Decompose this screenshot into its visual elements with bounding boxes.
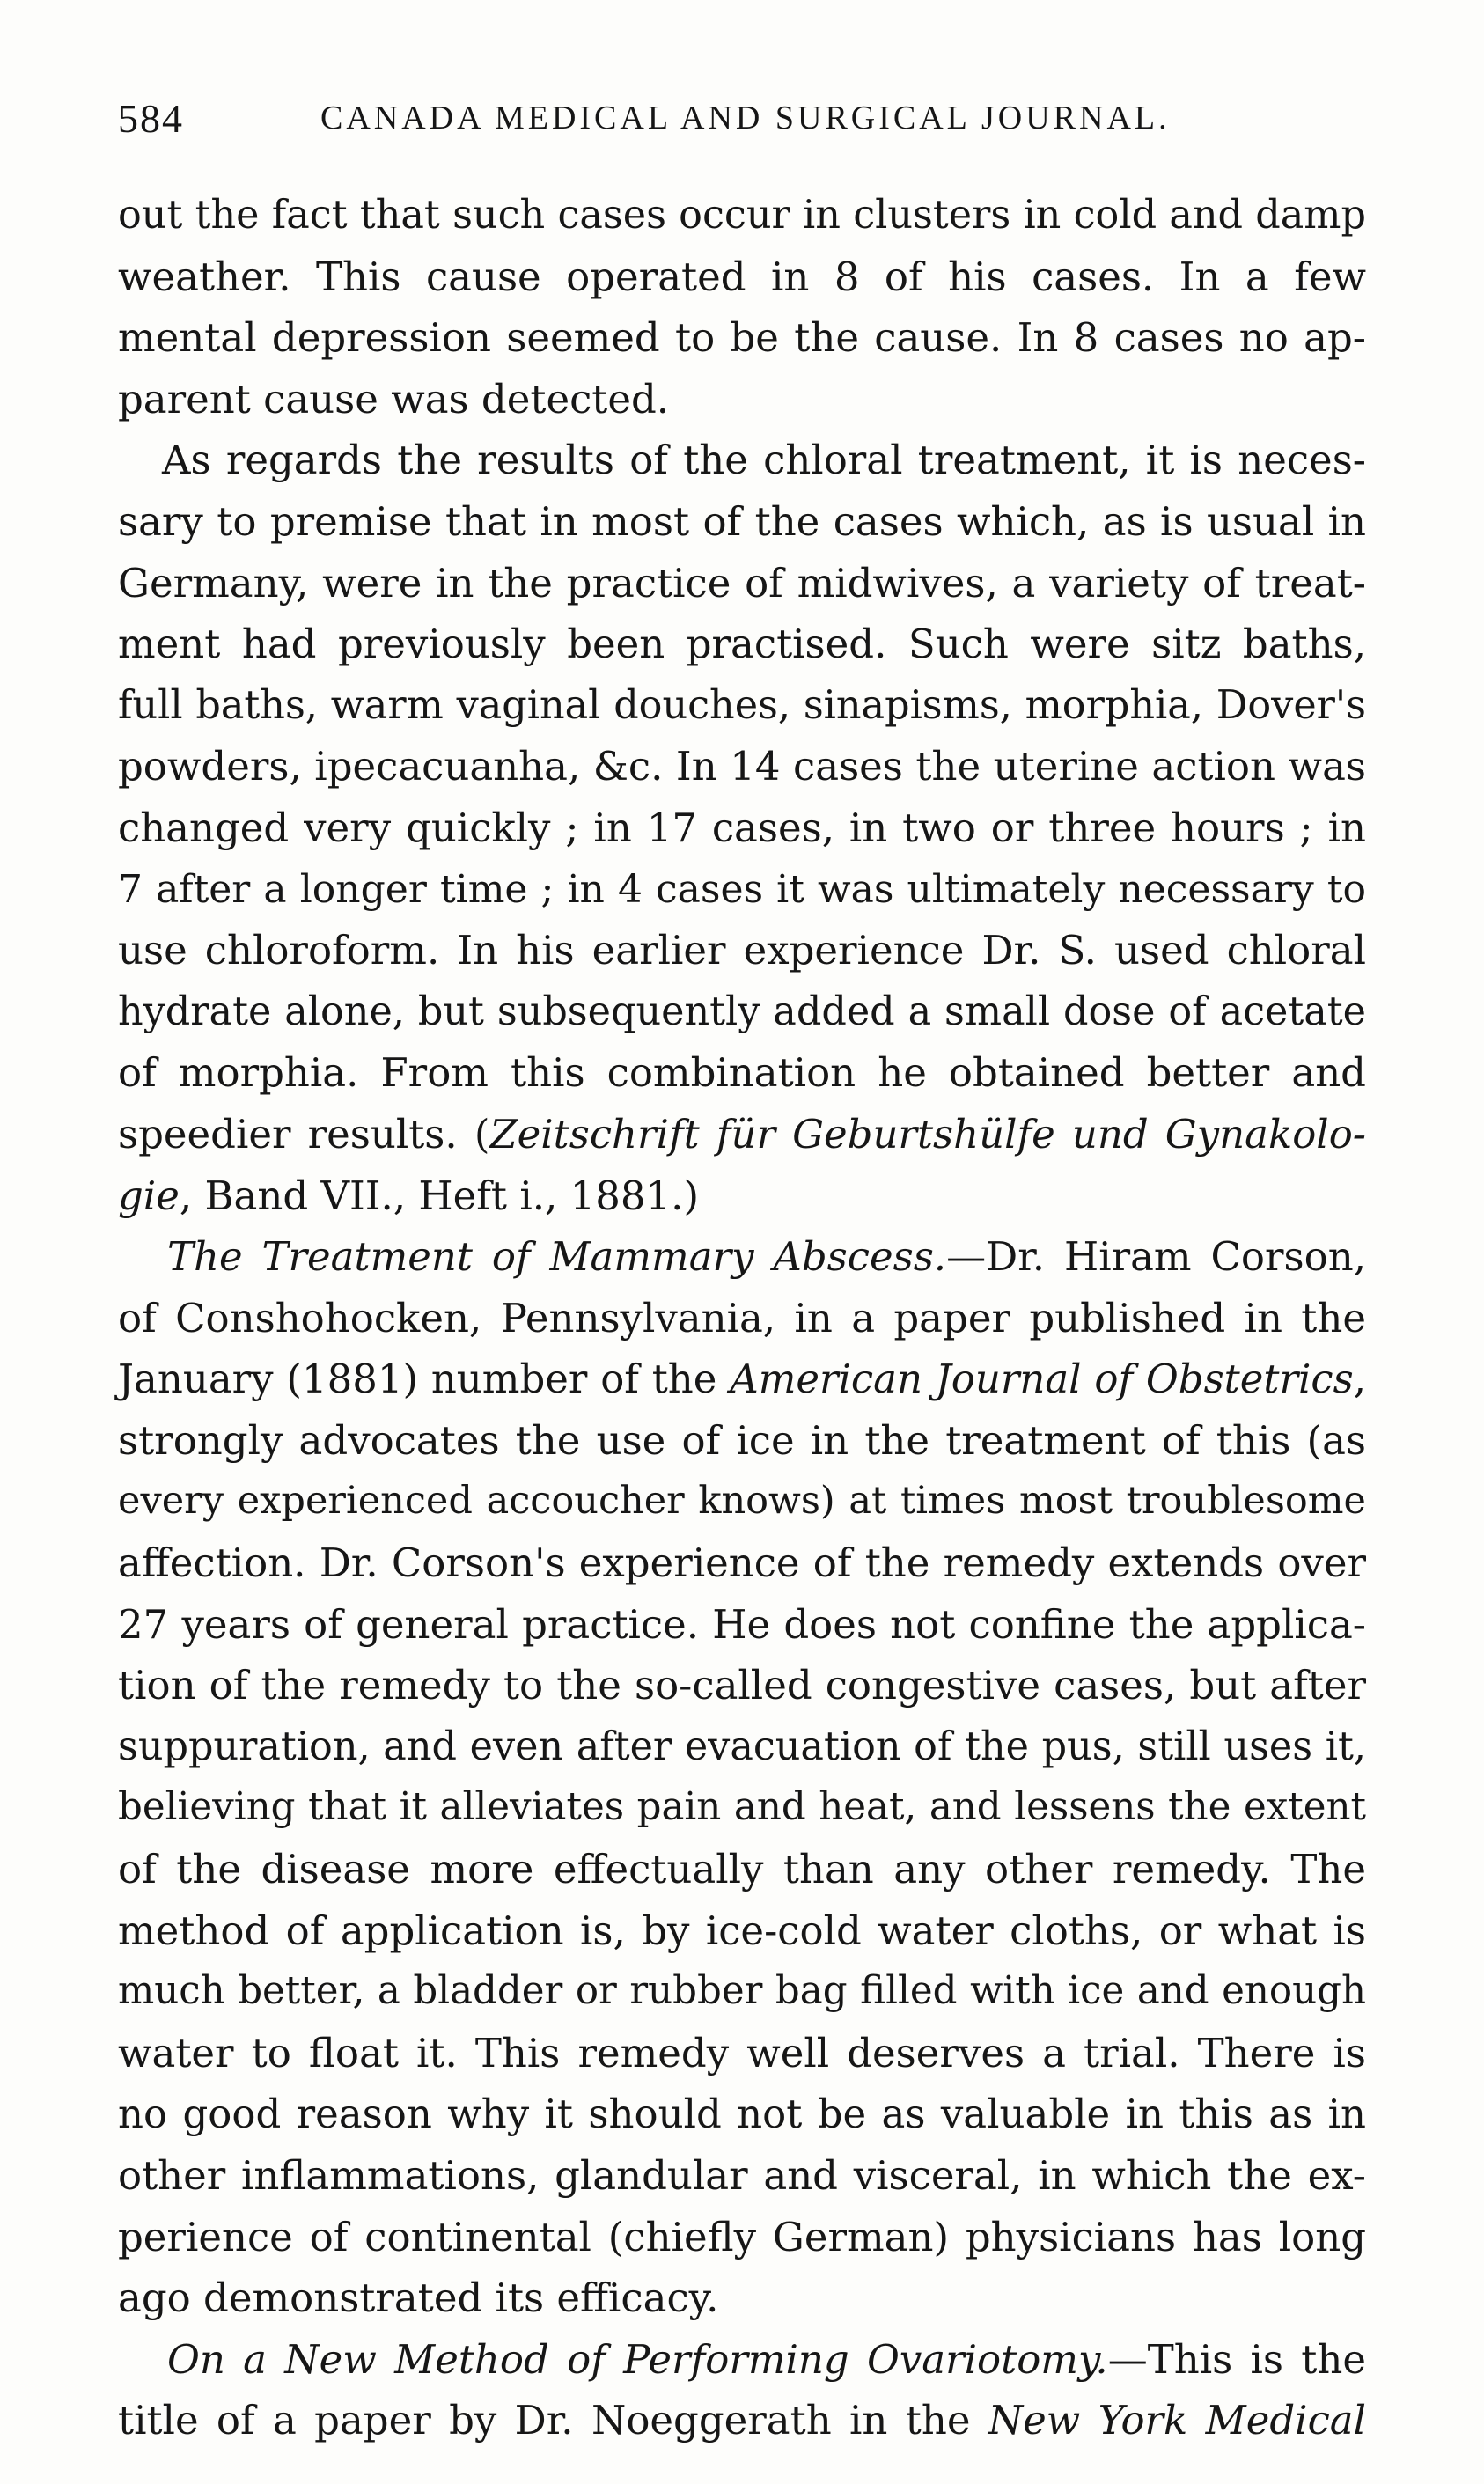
text-line <box>118 981 1366 1043</box>
italic-text: Zeitschrift für Geburtshülfe und Gynakolo- <box>489 1110 1366 1157</box>
body-text: tion of the remedy to the so-called congestive cases, but after <box>118 1662 1366 1709</box>
text-line <box>118 1839 1366 1900</box>
italic-text: gie <box>118 1172 180 1219</box>
text-line <box>118 1226 1366 1288</box>
body-text: full baths, warm vaginal douches, sinapisms, morphia, Dover's <box>118 682 1366 728</box>
text-line <box>118 1042 1366 1104</box>
body-text: of the disease more effectually than any other remedy. The <box>118 1846 1366 1893</box>
text-line <box>118 1104 1366 1165</box>
text-line <box>118 1716 1366 1778</box>
body-text: other inflammations, glandular and visceral, in which the ex- <box>118 2152 1366 2199</box>
text-line <box>118 246 1366 308</box>
text-line <box>118 430 1366 491</box>
body-text: perience of continental (chiefly German) physicians has long <box>118 2213 1366 2260</box>
text-line <box>118 1961 1366 2023</box>
text-line <box>118 1532 1366 1594</box>
text-line <box>118 2145 1366 2207</box>
text-line <box>118 920 1366 981</box>
body-text: affection. Dr. Corson's experience of the remedy extends over <box>118 1540 1366 1587</box>
body-text: believing that it alleviates pain and heat, and lessens the extent <box>118 1785 1366 1830</box>
body-text: out the fact that such cases occur in clusters in cold and damp <box>118 193 1366 238</box>
body-text: January (1881) number of the <box>118 1356 731 1403</box>
body-text: changed very quickly ; in 17 cases, in two or three hours ; in <box>118 804 1366 851</box>
italic-text: New York Medical <box>988 2397 1366 2444</box>
body-text: method of application is, by ice-cold water cloths, or what is <box>118 1907 1366 1954</box>
body-text: of morphia. From this combination he obtained better and <box>118 1049 1366 1097</box>
text-line <box>118 2329 1366 2391</box>
body-text: ago demonstrated its efficacy. <box>118 2275 719 2322</box>
text-line <box>118 1288 1366 1349</box>
body-text: every experienced accoucher knows) at times most troublesome <box>118 1479 1366 1524</box>
text-line <box>118 1471 1366 1532</box>
body-text: weather. This cause operated in 8 of his cases. In a few <box>118 253 1366 300</box>
body-text: use chloroform. In his earlier experience Dr. S. used chloral <box>118 927 1366 974</box>
body-text: sary to premise that in most of the cases which, as is usual in <box>118 497 1366 545</box>
body-text: suppuration, and even after evacuation of the pus, still uses it, <box>118 1723 1366 1769</box>
text-line <box>118 2390 1366 2451</box>
text-line <box>118 1165 1366 1227</box>
italic-text: The Treatment of Mammary Abscess. <box>167 1233 947 1281</box>
page-number: 584 <box>118 96 184 141</box>
body-text: speedier results. ( <box>118 1110 490 1157</box>
body-text: no good reason why it should not be as valuable in this as in <box>118 2091 1366 2138</box>
body-text: strongly advocates the use of ice in the treatment of this (as <box>118 1416 1366 1464</box>
text-line <box>118 859 1366 921</box>
running-head <box>118 95 1368 148</box>
text-line <box>118 2023 1366 2084</box>
body-text: 7 after a longer time ; in 4 cases it was ultimately necessary to <box>118 866 1366 912</box>
article-body <box>118 185 1366 2451</box>
journal-title: CANADA MEDICAL AND SURGICAL JOURNAL. <box>320 99 1171 136</box>
body-text: parent cause was detected. <box>118 375 670 423</box>
body-text: much better, a bladder or rubber bag filled with ice and enough <box>118 1969 1366 2014</box>
text-line <box>118 2267 1366 2329</box>
body-text: title of a paper by Dr. Noeggerath in the <box>118 2397 988 2444</box>
text-line <box>118 553 1366 614</box>
body-text: , Band VII., Heft i., 1881.) <box>179 1172 700 1219</box>
text-line <box>118 1655 1366 1716</box>
text-line <box>118 369 1366 430</box>
text-line <box>118 491 1366 553</box>
text-line <box>118 1349 1366 1410</box>
body-text: Germany, were in the practice of midwives, a variety of treat- <box>118 559 1366 606</box>
text-line <box>118 1900 1366 1962</box>
text-line <box>118 1410 1366 1472</box>
text-line <box>118 1594 1366 1656</box>
body-text: 27 years of general practice. He does not confine the applica- <box>118 1600 1366 1648</box>
text-line <box>118 185 1366 246</box>
text-line <box>118 675 1366 737</box>
body-text: hydrate alone, but subsequently added a small dose of acetate <box>118 988 1366 1034</box>
body-text: powders, ipecacuanha, &c. In 14 cases the uterine action was <box>118 743 1366 790</box>
body-text: ment had previously been practised. Such were sitz baths, <box>118 621 1366 668</box>
body-text: of Conshohocken, Pennsylvania, in a paper published in the <box>118 1294 1366 1341</box>
text-line <box>118 2207 1366 2268</box>
text-line <box>118 307 1366 369</box>
text-line <box>118 614 1366 675</box>
text-line <box>118 797 1366 859</box>
body-text: water to float it. This remedy well deserves a trial. There is <box>118 2029 1366 2076</box>
text-line <box>118 2083 1366 2145</box>
italic-text: On a New Method of Performing Ovariotomy. <box>167 2335 1108 2383</box>
text-line <box>118 736 1366 797</box>
italic-text: American Journal of Obstetrics <box>730 1356 1354 1403</box>
body-text: , <box>1353 1356 1366 1403</box>
text-line <box>118 1777 1366 1839</box>
body-text: —This is the <box>1107 2335 1366 2383</box>
body-text: mental depression seemed to be the cause. In 8 cases no ap- <box>118 314 1366 362</box>
body-text: As regards the results of the chloral treatment, it is neces- <box>162 437 1366 484</box>
body-text: —Dr. Hiram Corson, <box>946 1233 1366 1281</box>
